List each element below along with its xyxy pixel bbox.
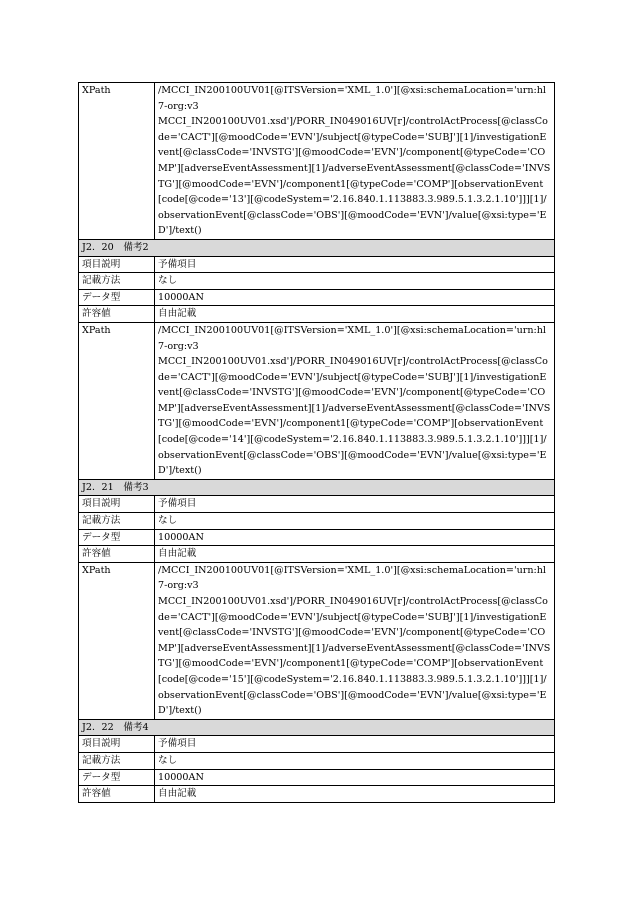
row-value: 自由記載 — [155, 546, 555, 563]
xpath-value: /MCCI_IN200100UV01[@ITSVersion='XML_1.0'][@xsi:schemaLocation='urn:hl7-org:v3 MCCI_IN200100UV01.xsd']/PORR_IN049016UV[r]/controlActProcess[@classCode='CACT'][@moodCode='EVN']/subject[@typeCode='SUBJ'][1]/investigationEvent[@classCode='INVSTG'][@moodCode='EVN']/component[@typeCode='COMP'][adverseEventAssessment][1]/adverseEventAssessment[@classCode='INVSTG'][@moodCode='EVN']/component1[@typeCode='COMP'][observationEvent[code[@code='13'][@codeSystem='2.16.840.1.113883.3.989.5.1.3.2.1.10']]][1]/observationEvent[@classCode='OBS'][@moodCode='EVN']/value[@xsi:type='ED']/text() — [155, 83, 555, 240]
item-description-row — [79, 256, 555, 273]
row-value: 10000AN — [155, 769, 555, 786]
entry-method-row — [79, 752, 555, 769]
xpath-row — [79, 322, 555, 479]
row-value: 予備項目 — [155, 736, 555, 753]
row-value: 10000AN — [155, 529, 555, 546]
allowed-value-row — [79, 306, 555, 323]
row-value: なし — [155, 513, 555, 530]
row-label: 記載方法 — [79, 752, 155, 769]
allowed-value-row — [79, 786, 555, 803]
row-label: 項目説明 — [79, 256, 155, 273]
xpath-value: /MCCI_IN200100UV01[@ITSVersion='XML_1.0'][@xsi:schemaLocation='urn:hl7-org:v3 MCCI_IN200100UV01.xsd']/PORR_IN049016UV[r]/controlActProcess[@classCode='CACT'][@moodCode='EVN']/subject[@typeCode='SUBJ'][1]/investigationEvent[@classCode='INVSTG'][@moodCode='EVN']/component[@typeCode='COMP'][adverseEventAssessment][1]/adverseEventAssessment[@classCode='INVSTG'][@moodCode='EVN']/component1[@typeCode='COMP'][observationEvent[code[@code='14'][@codeSystem='2.16.840.1.113883.3.989.5.1.3.2.1.10']]][1]/observationEvent[@classCode='OBS'][@moodCode='EVN']/value[@xsi:type='ED']/text() — [155, 322, 555, 479]
row-value: 自由記載 — [155, 306, 555, 323]
row-label: 許容値 — [79, 786, 155, 803]
row-value: なし — [155, 273, 555, 290]
xpath-row — [79, 83, 555, 240]
entry-method-row — [79, 513, 555, 530]
row-label: 記載方法 — [79, 273, 155, 290]
section-header-j2-21 — [79, 479, 555, 496]
row-value: 自由記載 — [155, 786, 555, 803]
row-value: 予備項目 — [155, 496, 555, 513]
item-description-row — [79, 736, 555, 753]
section-header-j2-20 — [79, 239, 555, 256]
section-header-j2-22 — [79, 719, 555, 736]
spec-table — [78, 82, 555, 803]
row-label: 許容値 — [79, 546, 155, 563]
row-label: 記載方法 — [79, 513, 155, 530]
row-value: 予備項目 — [155, 256, 555, 273]
data-type-row — [79, 769, 555, 786]
row-label: データ型 — [79, 289, 155, 306]
row-label: XPath — [79, 83, 155, 240]
row-label: 項目説明 — [79, 736, 155, 753]
row-value: 10000AN — [155, 289, 555, 306]
row-label: データ型 — [79, 529, 155, 546]
section-title: J2．20 備考2 — [79, 239, 555, 256]
row-label: 項目説明 — [79, 496, 155, 513]
data-type-row — [79, 529, 555, 546]
section-title: J2．21 備考3 — [79, 479, 555, 496]
data-type-row — [79, 289, 555, 306]
xpath-value: /MCCI_IN200100UV01[@ITSVersion='XML_1.0'][@xsi:schemaLocation='urn:hl7-org:v3 MCCI_IN200100UV01.xsd']/PORR_IN049016UV[r]/controlActProcess[@classCode='CACT'][@moodCode='EVN']/subject[@typeCode='SUBJ'][1]/investigationEvent[@classCode='INVSTG'][@moodCode='EVN']/component[@typeCode='COMP'][adverseEventAssessment][1]/adverseEventAssessment[@classCode='INVSTG'][@moodCode='EVN']/component1[@typeCode='COMP'][observationEvent[code[@code='15'][@codeSystem='2.16.840.1.113883.3.989.5.1.3.2.1.10']]][1]/observationEvent[@classCode='OBS'][@moodCode='EVN']/value[@xsi:type='ED']/text() — [155, 562, 555, 719]
section-title: J2．22 備考4 — [79, 719, 555, 736]
row-value: なし — [155, 752, 555, 769]
xpath-row — [79, 562, 555, 719]
row-label: データ型 — [79, 769, 155, 786]
item-description-row — [79, 496, 555, 513]
row-label: 許容値 — [79, 306, 155, 323]
entry-method-row — [79, 273, 555, 290]
row-label: XPath — [79, 322, 155, 479]
allowed-value-row — [79, 546, 555, 563]
row-label: XPath — [79, 562, 155, 719]
